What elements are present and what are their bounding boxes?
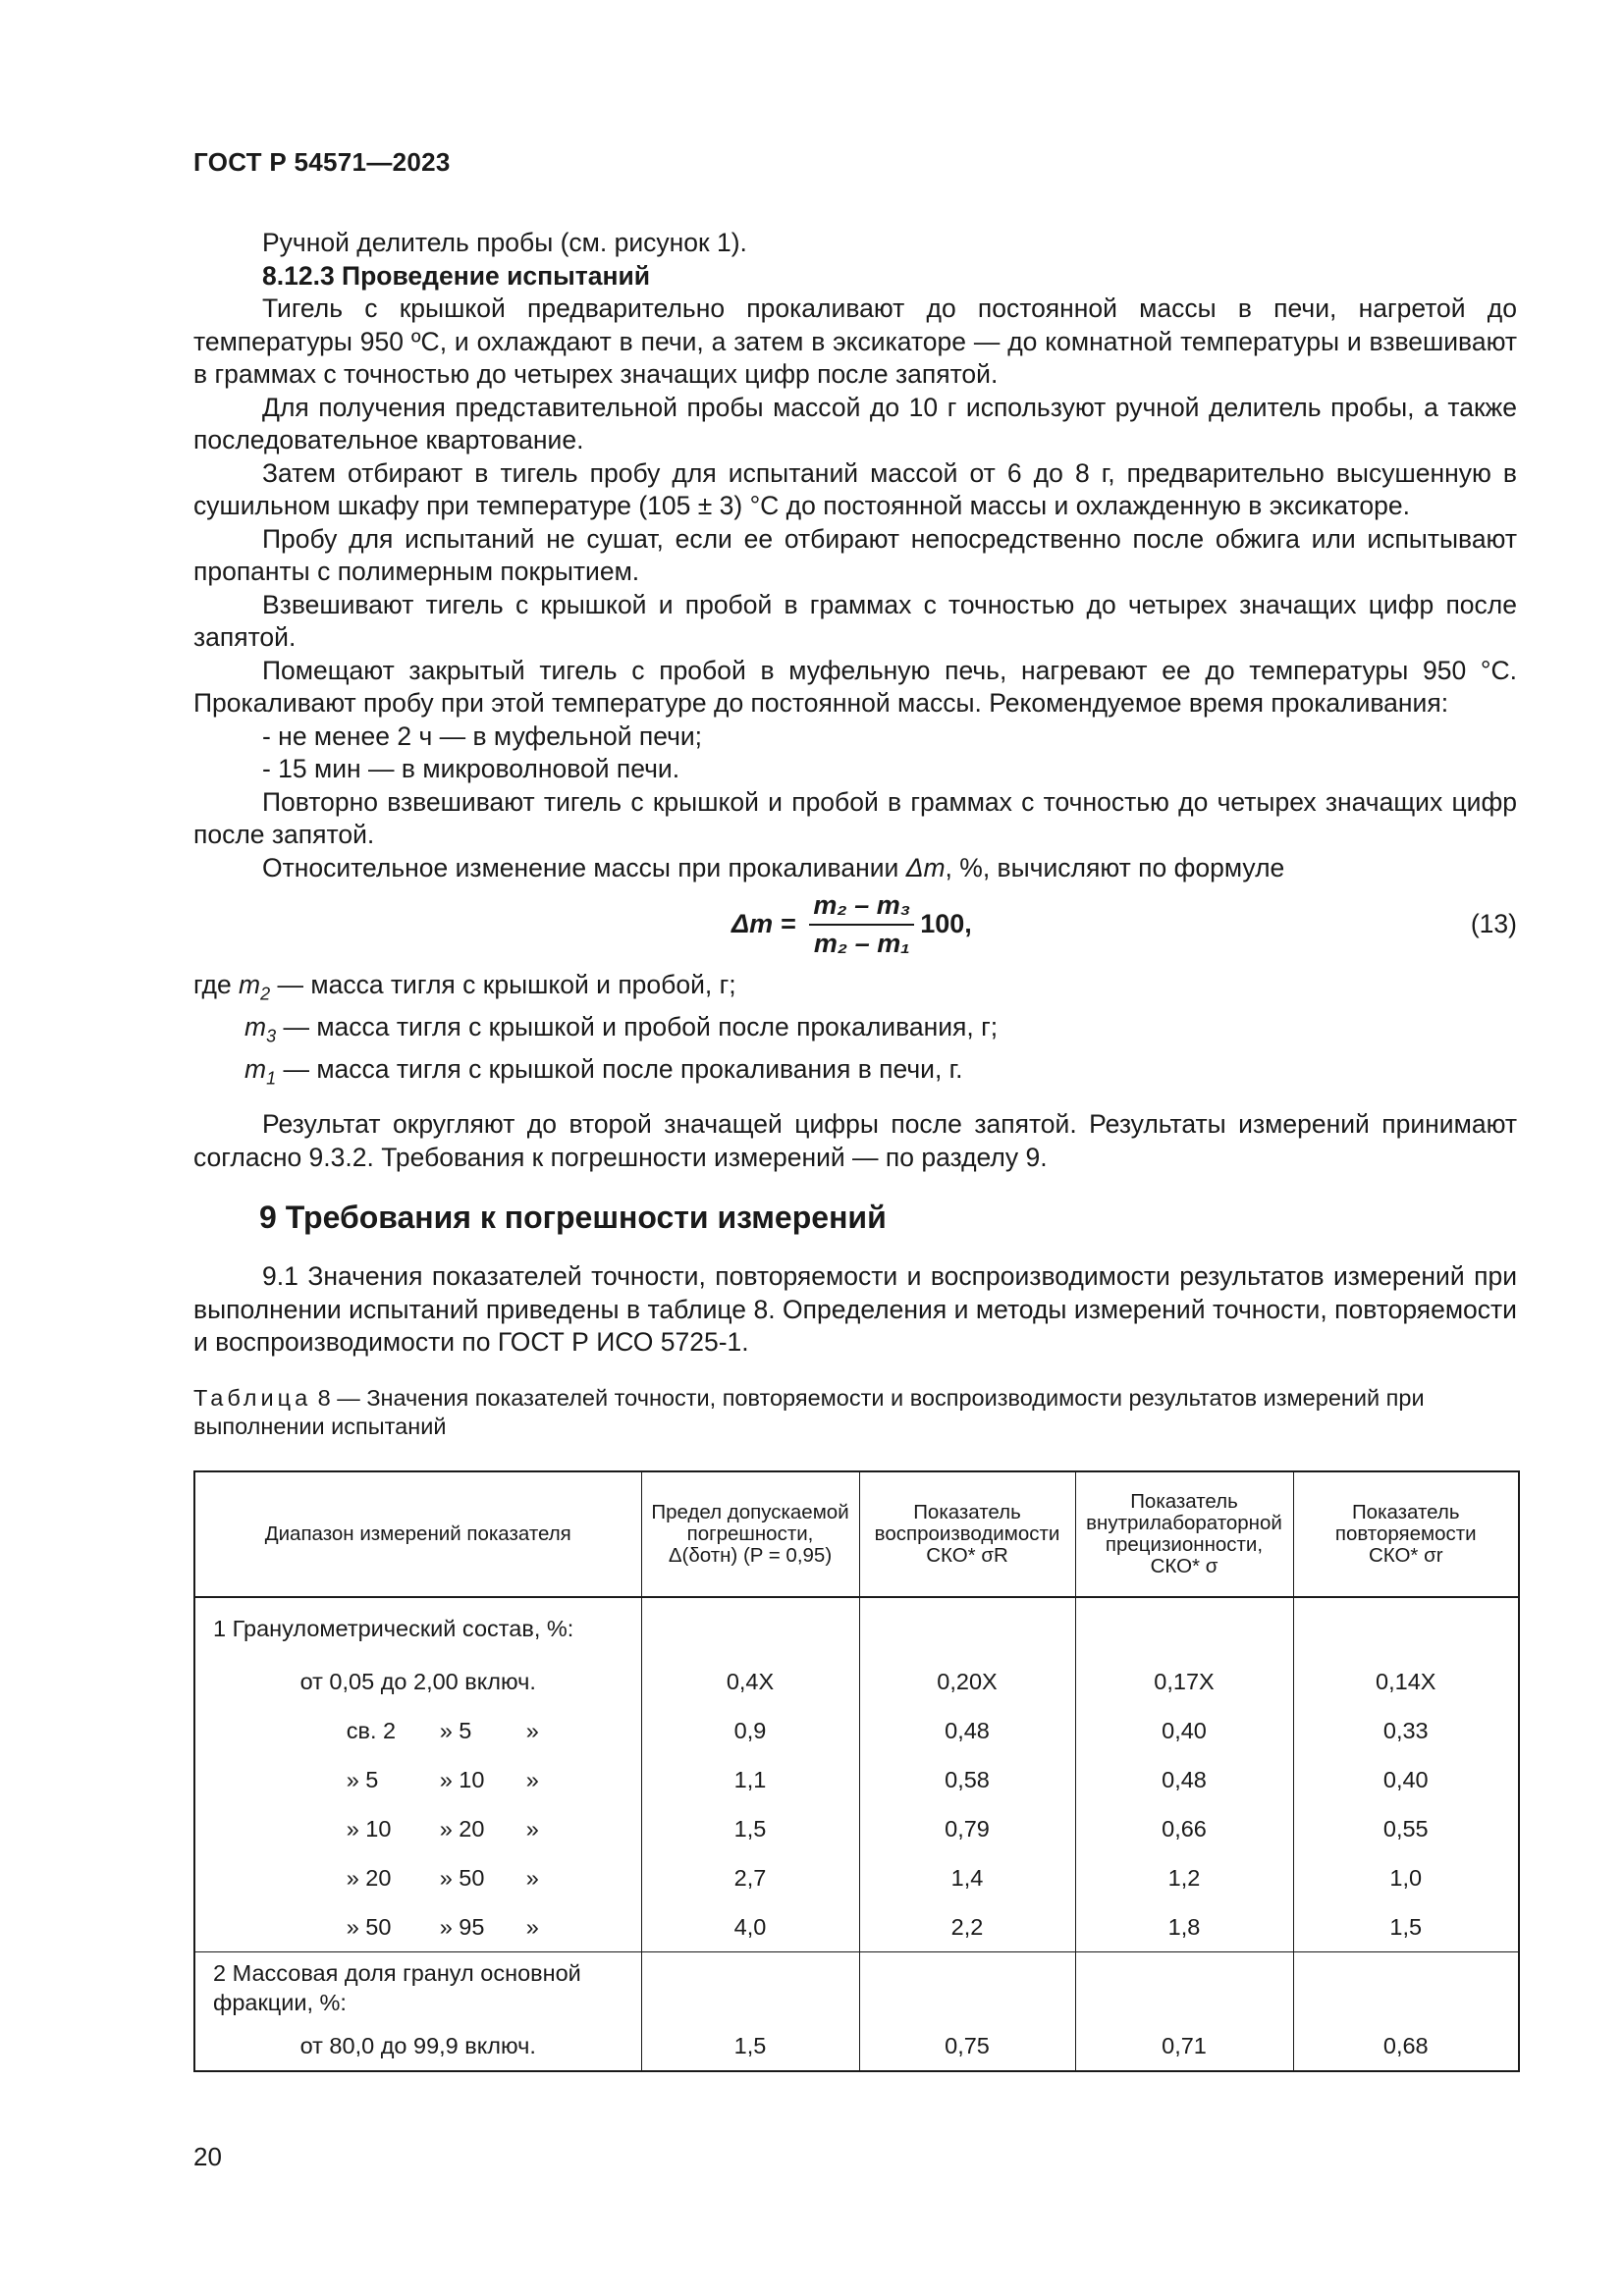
section-8-12-3: [193, 227, 1517, 1174]
column-header-precision: Показатель внутрилабораторной прецизионности, СКО* σ: [1075, 1471, 1293, 1597]
formula-fraction: [809, 889, 914, 961]
table-row: от 0,05 до 2,00 включ. 0,4X 0,20X 0,17X 0,14X: [194, 1657, 1519, 1706]
document-header: ГОСТ Р 54571—2023: [193, 147, 451, 177]
paragraph-divider-ref: Ручной делитель пробы (см. рисунок 1).: [262, 228, 747, 257]
formula-numerator: m₂ – m₃: [809, 889, 914, 927]
text: Относительное изменение массы при прокаливании: [262, 852, 906, 882]
section-title: 9 Требования к погрешности измерений: [259, 1200, 887, 1235]
table-row: от 80,0 до 99,9 включ. 1,5 0,75 0,71 0,68: [194, 2021, 1519, 2071]
text: , %, вычисляют по формуле: [945, 852, 1285, 882]
where-line: где $m_2$ — масса тигля с крышкой и пробой, г;: [193, 970, 736, 1004]
list-item: - 15 мин — в микроволновой печи.: [262, 754, 680, 783]
list-item: - не менее 2 ч — в муфельной печи;: [262, 721, 703, 751]
paragraph: Помещают закрытый тигель с пробой в муфельную печь, нагревают ее до температуры 950 °С. Прокаливают пробу при этой температуре до постоянной массы. Рекомендуемое время прокаливания:: [193, 655, 1517, 718]
formula-lhs: Δm =: [731, 909, 796, 939]
paragraph: Повторно взвешивают тигель с крышкой и пробой в граммах с точностью до четырех значащих цифр после запятой.: [193, 786, 1517, 849]
paragraph-formula-intro: [193, 852, 1517, 885]
table-group-row: 2 Массовая доля гранул основной фракции, %:: [194, 1952, 1519, 2022]
column-header-error-limit: Предел допускаемой погрешности, Δ(δотн) (P = 0,95): [641, 1471, 859, 1597]
column-header-repeatability: Показатель повторяемости СКО* σr: [1293, 1471, 1519, 1597]
where-line: $m_3$ — масса тигля с крышкой и пробой после прокаливания, г;: [244, 1011, 999, 1046]
paragraph: Тигель с крышкой предварительно прокаливают до постоянной массы в печи, нагретой до температуры 950 ºС, и охлаждают в печи, а затем в эксикаторе — до комнатной температуры и взвешивают в граммах с точностью до четырех значащих цифр после запятой.: [193, 294, 1517, 389]
table-caption: Таблица 8 — Значения показателей точности, повторяемости и воспроизводимости результатов измерений при выполнении испытаний: [193, 1385, 1425, 1439]
page-number: 20: [193, 2142, 222, 2171]
formula-factor: 100,: [920, 909, 972, 939]
paragraph: Пробу для испытаний не сушат, если ее отбирают непосредственно после обжига или испытывают пропанты с полимерным покрытием.: [193, 523, 1517, 586]
table-row: » 10 » 20 » 1,5 0,79 0,66 0,55: [194, 1804, 1519, 1853]
formula-denominator: m₂ – m₁: [813, 929, 910, 958]
table-8: [193, 1470, 1520, 2072]
table-row: » 5 » 10 » 1,1 0,58 0,48 0,40: [194, 1755, 1519, 1804]
symbol-delta-m: Δm: [905, 852, 946, 882]
formula-13: [193, 888, 1517, 961]
section-9-text: [193, 1260, 1517, 1360]
column-header-range: Диапазон измерений показателя: [194, 1471, 641, 1597]
table-row: » 20 » 50 » 2,7 1,4 1,2 1,0: [194, 1853, 1519, 1902]
table-row: » 50 » 95 » 4,0 2,2 1,8 1,5: [194, 1902, 1519, 1952]
table-header-row: [194, 1471, 1519, 1597]
paragraph: Для получения представительной пробы массой до 10 г используют ручной делитель пробы, а также последовательное квартование.: [193, 392, 1517, 454]
equation-number: (13): [1470, 909, 1517, 938]
paragraph: 9.1 Значения показателей точности, повторяемости и воспроизводимости результатов измерений при выполнении испытаний приведены в таблице 8. Определения и методы измерений точности, повторяемости и воспроизводимости по ГОСТ Р ИСО 5725-1.: [193, 1261, 1517, 1357]
subsection-heading: 8.12.3 Проведение испытаний: [262, 260, 651, 291]
table-group-row: 1 Гранулометрический состав, %:: [194, 1597, 1519, 1657]
paragraph: Результат округляют до второй значащей цифры после запятой. Результаты измерений принимают согласно 9.3.2. Требования к погрешности измерений — по разделу 9.: [193, 1109, 1517, 1172]
paragraph: Затем отбирают в тигель пробу для испытаний массой от 6 до 8 г, предварительно высушенную в сушильном шкафу при температуре (105 ± 3) °С до постоянной массы и охлажденную в эксикаторе.: [193, 457, 1517, 520]
where-line: $m_1$ — масса тигля с крышкой после прокаливания в печи, г.: [244, 1053, 963, 1088]
paragraph: Взвешивают тигель с крышкой и пробой в граммах с точностью до четырех значащих цифр после запятой.: [193, 589, 1517, 652]
column-header-reproducibility: Показатель воспроизводимости СКО* σR: [859, 1471, 1075, 1597]
formula-expression: [731, 888, 972, 961]
table-row: св. 2 » 5 » 0,9 0,48 0,40 0,33: [194, 1706, 1519, 1755]
